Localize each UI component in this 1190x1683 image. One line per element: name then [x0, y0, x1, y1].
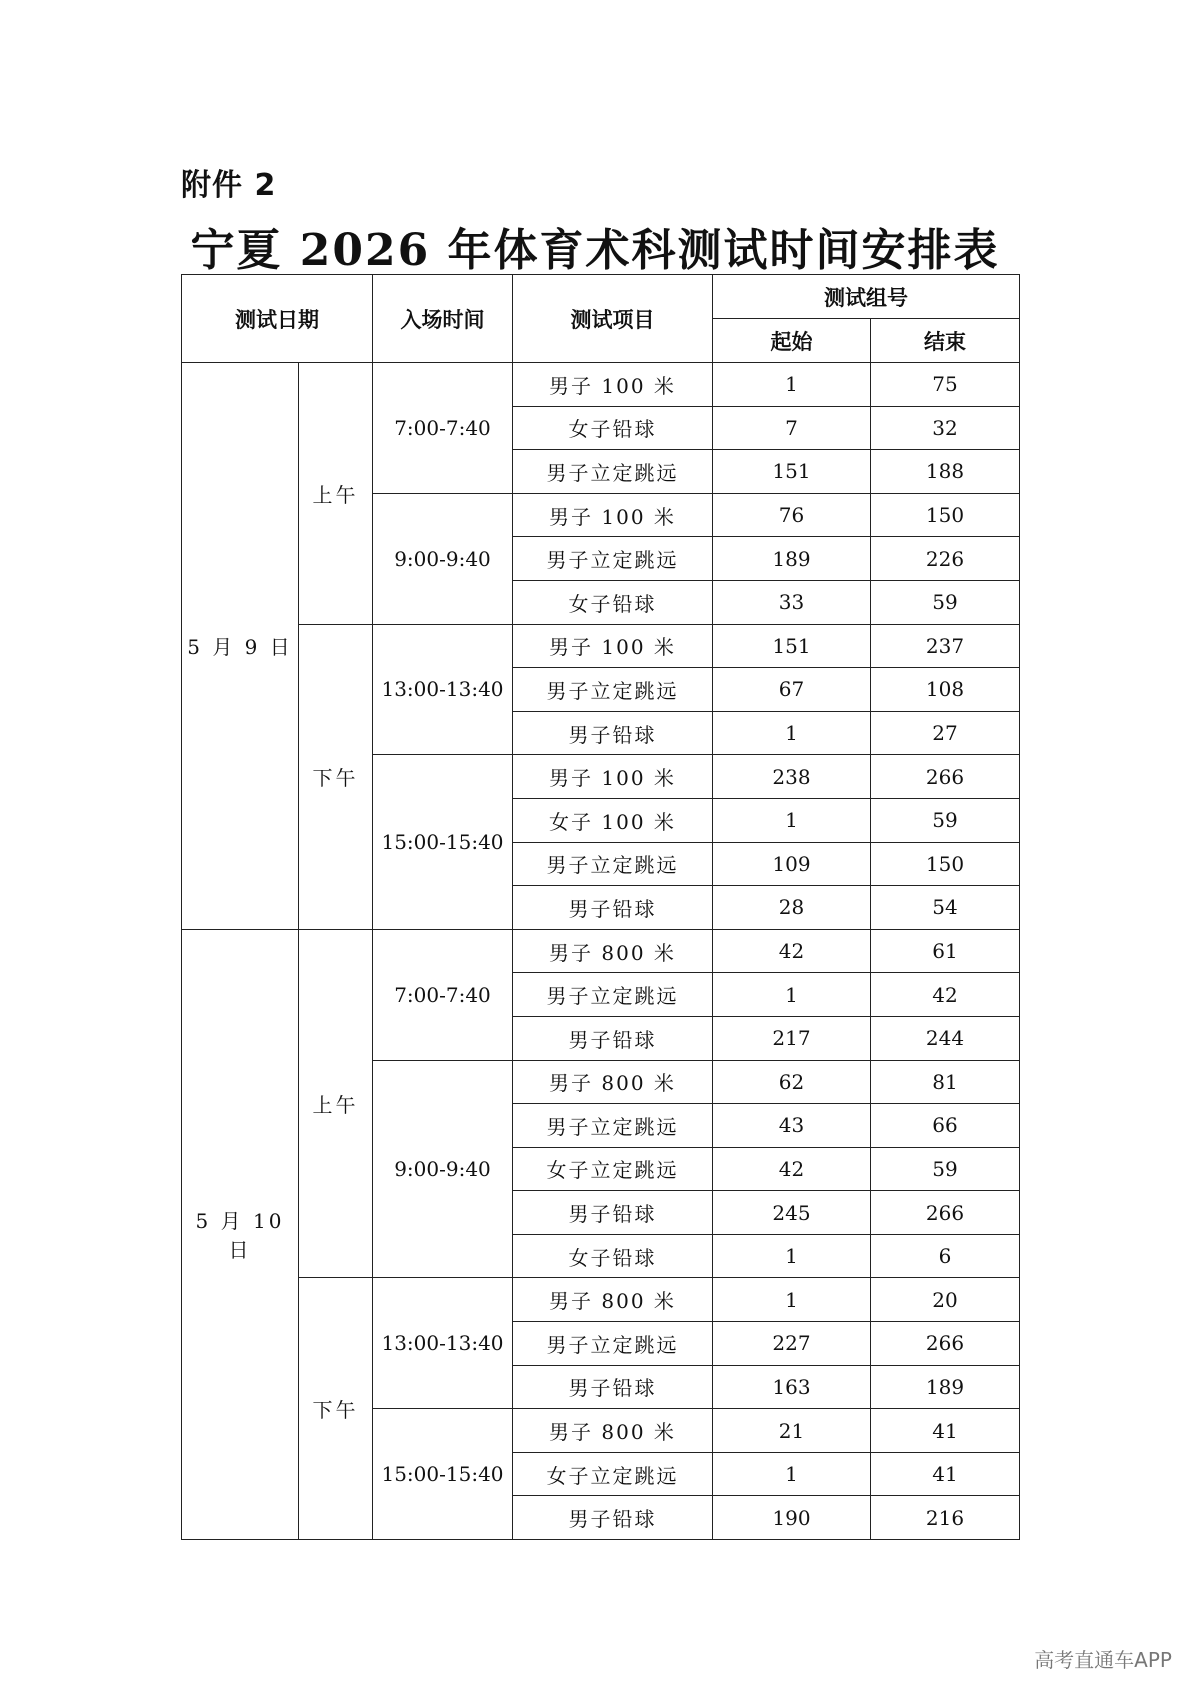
group-end-cell: 27: [871, 711, 1020, 755]
group-start-cell: 62: [713, 1060, 871, 1104]
event-cell: 男子 800 米: [513, 1278, 713, 1322]
entry-time-cell: 15:00-15:40: [373, 755, 513, 929]
group-end-cell: 75: [871, 363, 1020, 407]
event-cell: 女子立定跳远: [513, 1147, 713, 1191]
event-cell: 男子铅球: [513, 1016, 713, 1060]
period-cell: 上午: [299, 929, 373, 1278]
event-cell: 男子立定跳远: [513, 1322, 713, 1366]
event-cell: 女子铅球: [513, 580, 713, 624]
group-start-cell: 7: [713, 406, 871, 450]
group-start-cell: 151: [713, 450, 871, 494]
group-end-cell: 108: [871, 668, 1020, 712]
table-row: [182, 624, 1020, 668]
group-end-cell: 216: [871, 1496, 1020, 1540]
event-cell: 女子铅球: [513, 406, 713, 450]
date-cell: 5 月 10 日: [182, 929, 299, 1539]
group-start-cell: 238: [713, 755, 871, 799]
group-start-cell: 67: [713, 668, 871, 712]
group-start-cell: 245: [713, 1191, 871, 1235]
group-end-cell: 81: [871, 1060, 1020, 1104]
event-cell: 男子铅球: [513, 1496, 713, 1540]
header-end: 结束: [871, 319, 1020, 363]
schedule-body: [182, 363, 1020, 1540]
header-event: 测试项目: [513, 275, 713, 363]
event-cell: 男子立定跳远: [513, 537, 713, 581]
group-end-cell: 266: [871, 755, 1020, 799]
group-end-cell: 237: [871, 624, 1020, 668]
event-cell: 男子铅球: [513, 711, 713, 755]
event-cell: 男子 100 米: [513, 624, 713, 668]
event-cell: 男子铅球: [513, 1365, 713, 1409]
group-start-cell: 1: [713, 1278, 871, 1322]
group-end-cell: 150: [871, 842, 1020, 886]
period-cell: 下午: [299, 1278, 373, 1540]
group-end-cell: 59: [871, 580, 1020, 624]
entry-time-cell: 13:00-13:40: [373, 1278, 513, 1409]
group-start-cell: 109: [713, 842, 871, 886]
entry-time-cell: 9:00-9:40: [373, 493, 513, 624]
group-end-cell: 66: [871, 1104, 1020, 1148]
group-start-cell: 28: [713, 886, 871, 930]
group-start-cell: 42: [713, 929, 871, 973]
group-end-cell: 226: [871, 537, 1020, 581]
event-cell: 男子立定跳远: [513, 842, 713, 886]
group-end-cell: 42: [871, 973, 1020, 1017]
group-start-cell: 1: [713, 711, 871, 755]
group-start-cell: 76: [713, 493, 871, 537]
group-start-cell: 190: [713, 1496, 871, 1540]
group-start-cell: 42: [713, 1147, 871, 1191]
header-group: 测试组号: [713, 275, 1020, 319]
entry-time-cell: 9:00-9:40: [373, 1060, 513, 1278]
group-end-cell: 32: [871, 406, 1020, 450]
group-end-cell: 189: [871, 1365, 1020, 1409]
group-start-cell: 227: [713, 1322, 871, 1366]
group-end-cell: 61: [871, 929, 1020, 973]
group-end-cell: 266: [871, 1191, 1020, 1235]
table-row: [182, 929, 1020, 973]
watermark: 高考直通车APP: [1034, 1648, 1172, 1672]
event-cell: 男子立定跳远: [513, 973, 713, 1017]
event-cell: 男子铅球: [513, 1191, 713, 1235]
group-end-cell: 59: [871, 1147, 1020, 1191]
group-end-cell: 54: [871, 886, 1020, 930]
header-date: 测试日期: [182, 275, 373, 363]
event-cell: 女子铅球: [513, 1234, 713, 1278]
event-cell: 女子 100 米: [513, 798, 713, 842]
entry-time-cell: 15:00-15:40: [373, 1409, 513, 1540]
event-cell: 男子 800 米: [513, 929, 713, 973]
group-start-cell: 1: [713, 1234, 871, 1278]
event-cell: 男子 800 米: [513, 1060, 713, 1104]
group-end-cell: 41: [871, 1409, 1020, 1453]
group-end-cell: 244: [871, 1016, 1020, 1060]
header-start: 起始: [713, 319, 871, 363]
entry-time-cell: 7:00-7:40: [373, 929, 513, 1060]
group-end-cell: 188: [871, 450, 1020, 494]
group-start-cell: 189: [713, 537, 871, 581]
event-cell: 男子立定跳远: [513, 668, 713, 712]
entry-time-cell: 7:00-7:40: [373, 363, 513, 494]
page-title: 宁夏 2026 年体育术科测试时间安排表: [190, 225, 1000, 276]
table-row: [182, 1278, 1020, 1322]
event-cell: 男子 100 米: [513, 493, 713, 537]
group-start-cell: 1: [713, 798, 871, 842]
group-start-cell: 1: [713, 363, 871, 407]
group-end-cell: 59: [871, 798, 1020, 842]
header-entry-time: 入场时间: [373, 275, 513, 363]
attachment-label: 附件 2: [181, 168, 277, 203]
group-start-cell: 21: [713, 1409, 871, 1453]
group-start-cell: 1: [713, 973, 871, 1017]
event-cell: 男子立定跳远: [513, 1104, 713, 1148]
period-cell: 上午: [299, 363, 373, 625]
group-start-cell: 151: [713, 624, 871, 668]
table-row: [182, 363, 1020, 407]
period-cell: 下午: [299, 624, 373, 929]
group-start-cell: 1: [713, 1452, 871, 1496]
event-cell: 女子立定跳远: [513, 1452, 713, 1496]
event-cell: 男子 100 米: [513, 363, 713, 407]
group-end-cell: 266: [871, 1322, 1020, 1366]
group-start-cell: 43: [713, 1104, 871, 1148]
event-cell: 男子 100 米: [513, 755, 713, 799]
group-end-cell: 6: [871, 1234, 1020, 1278]
date-cell: 5 月 9 日: [182, 363, 299, 930]
group-start-cell: 33: [713, 580, 871, 624]
event-cell: 男子立定跳远: [513, 450, 713, 494]
group-end-cell: 150: [871, 493, 1020, 537]
group-end-cell: 20: [871, 1278, 1020, 1322]
event-cell: 男子 800 米: [513, 1409, 713, 1453]
schedule-table: [181, 274, 1020, 1540]
event-cell: 男子铅球: [513, 886, 713, 930]
group-start-cell: 217: [713, 1016, 871, 1060]
group-end-cell: 41: [871, 1452, 1020, 1496]
group-start-cell: 163: [713, 1365, 871, 1409]
entry-time-cell: 13:00-13:40: [373, 624, 513, 755]
